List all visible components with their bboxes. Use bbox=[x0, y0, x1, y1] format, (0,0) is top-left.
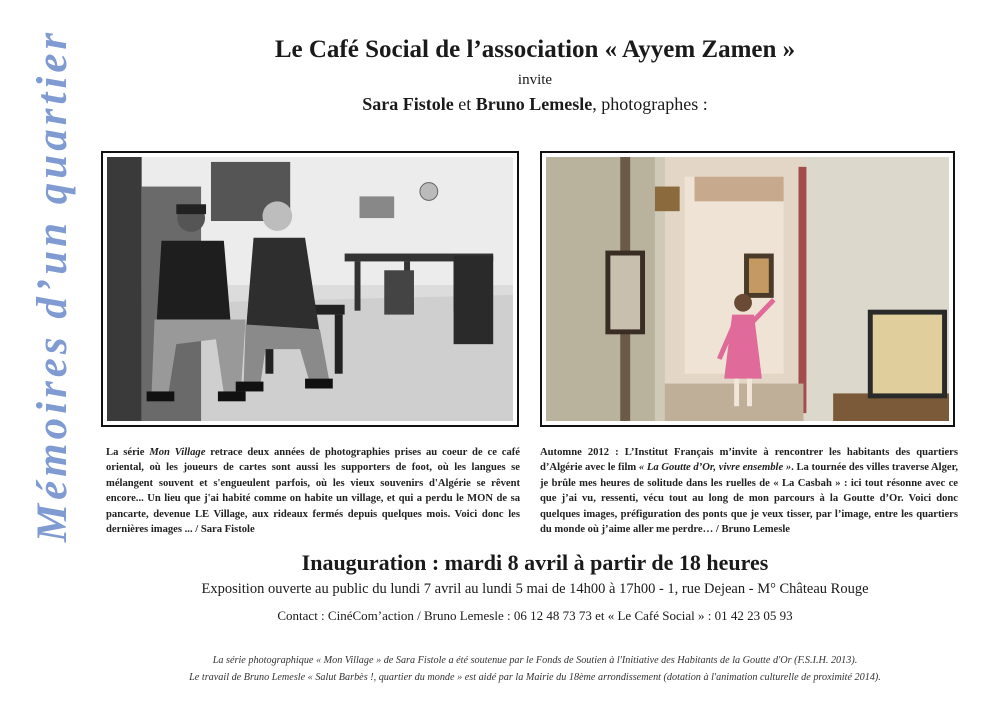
credit-line-1: La série photographique « Mon Village » de Sara Fistole a été soutenue par le Fonds de Soutien à l'Initiative des Habitants de la Goutte d'Or (F.S.I.H. 2013). bbox=[212, 655, 858, 666]
guests-and: et bbox=[453, 94, 476, 114]
side-title-text: Mémoires d’un quartier bbox=[29, 28, 77, 542]
caption-left-series: Mon Village bbox=[149, 447, 206, 458]
caption-bruno-lemesle bbox=[540, 445, 958, 537]
contact-info: Contact : CinéCom’action / Bruno Lemesle : 06 12 48 73 73 et « Le Café Social » : 01 42 23 05 93 bbox=[277, 608, 793, 623]
guest-bruno-lemesle: Bruno Lemesle bbox=[475, 94, 593, 114]
caption-left-lead: La série bbox=[106, 447, 150, 458]
guests-line bbox=[150, 94, 920, 115]
guest-sara-fistole: Sara Fistole bbox=[362, 94, 454, 114]
guests-role: , photographes : bbox=[592, 94, 708, 114]
credit-line-2: Le travail de Bruno Lemesle « Salut Barbès !, quartier du monde » est aidé par la Mairie du 18ème arrondissement (dotation à l'animation culturelle de proximité 2014). bbox=[189, 672, 881, 683]
inauguration-heading: Inauguration : mardi 8 avril à partir de 18 heures bbox=[301, 550, 769, 575]
photo-casbah-girl bbox=[540, 151, 955, 427]
cafe-photo-image bbox=[107, 157, 513, 421]
caption-right-film: « La Goutte d’Or, vivre ensemble » bbox=[638, 462, 792, 474]
page-title: Le Café Social de l’association « Ayyem Zamen » bbox=[274, 36, 796, 63]
invite-text: invite bbox=[517, 72, 553, 88]
casbah-photo-image bbox=[546, 157, 949, 421]
side-title bbox=[18, 28, 88, 542]
exposition-info: Exposition ouverte au public du lundi 7 avril au lundi 5 mai de 14h00 à 17h00 - 1, rue Dejean - M° Château Rouge bbox=[201, 581, 869, 597]
caption-right-text: . La tournée des villes traverse Alger, je brûle mes heures de solitude dans les ruelles de « La Casbah » : ici tout résonne avec ce que j’ai vu, ressenti, vécu tout au long de mon parcours à la Goutte d’Or. Voici donc quelques images, préfiguration des ponts que je veux tisser, par l’image, entre les quartiers du monde où j’aime aller me perdre… / Bruno Lemesle bbox=[540, 462, 958, 536]
caption-right-lead: Automne 2012 : L’Institut Français m’invite à rencontrer les habitants des quartiers d’Algérie avec le film bbox=[540, 447, 958, 474]
caption-left-text: retrace deux années de photographies prises au coeur de ce café oriental, où les joueurs de cartes sont aussi les supporters de foot, où les langues se mélangent souvent et s'engueulent parfois, où les vieux souvenirs d'Algérie se rêvent encore... Un lieu que j'ai habité comme on habite un village, et qui a perdu le MON de sa pancarte, devenue LE Village, aux rideaux fermés depuis quelques mois. Voici donc les dernières images ... / Sara Fistole bbox=[106, 447, 521, 536]
caption-sara-fistole bbox=[106, 445, 520, 537]
photo-cafe-men bbox=[101, 151, 519, 427]
